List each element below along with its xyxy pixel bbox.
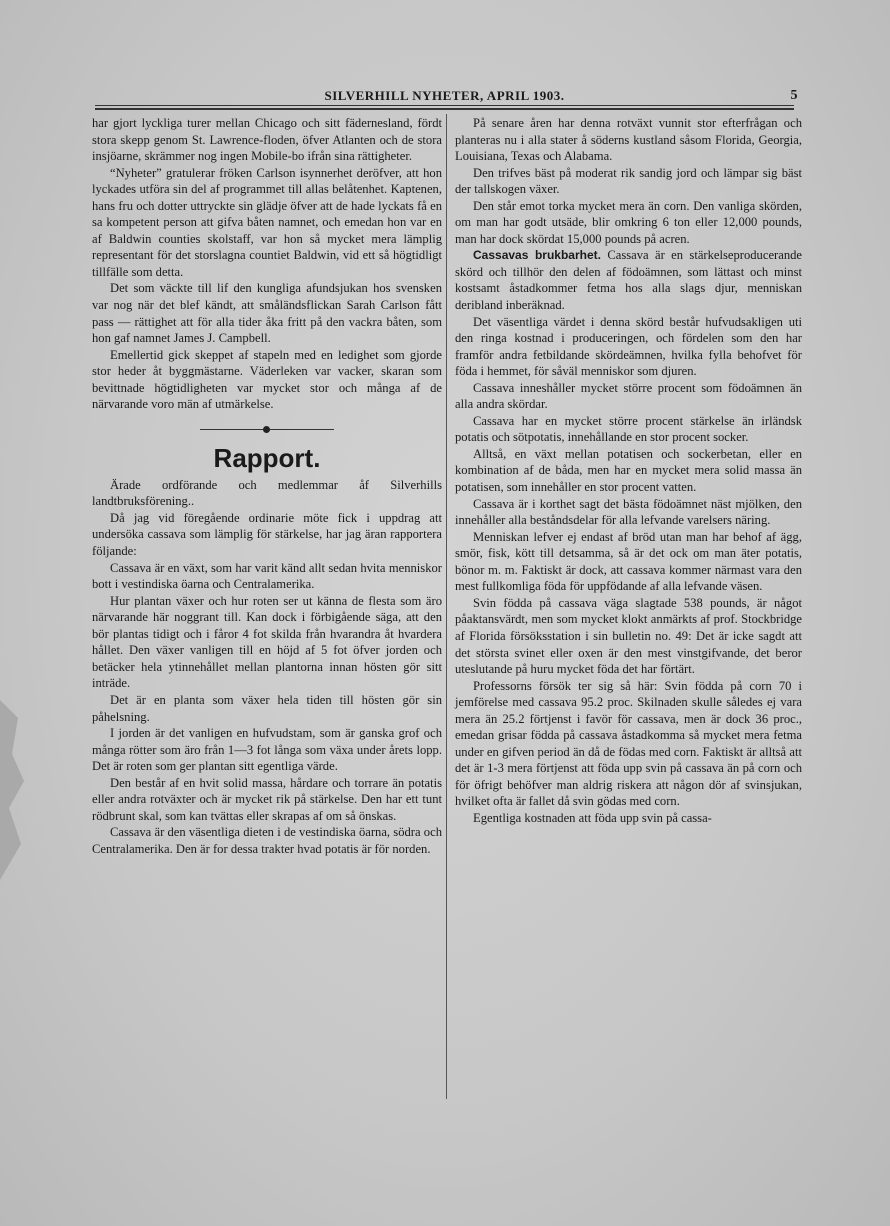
- article-heading: Rapport.: [213, 442, 321, 473]
- paragraph: Professorns försök ter sig så här: Svin födda på corn 70 i jemförelse med cassava 95.2 proc. Skilnaden skulle således ej vara mera än 25.2 förtjenst i favör för cassava, men är dock 36 proc., emedan grisar födda på cassava åstadkomma så mycket mera fetma under en gifven period än då de födas med corn. Faktiskt är alltså att det är 1-3 mera förtjenst att föda upp svin på cassava än på corn och för öfrigt behöfver man aldrig riskera att någon dör af svinsjukan, hvilket ofta är fallet då svin gödas med corn.: [455, 678, 802, 809]
- paragraph: Alltså, en växt mellan potatisen och sockerbetan, eller en kombination af de båda, men har en mycket mera solid massa än potatisen, som innehåller en stor procent vatten.: [455, 446, 802, 495]
- torn-edge: [0, 700, 30, 880]
- paragraph: Emellertid gick skeppet af stapeln med en ledighet som gjorde stor heder åt byggmästarne. Väderleken var vacker, skaran som bevittnade högtidligheten var mycket stor och många af de närvarande voro män af utmärkelse.: [92, 347, 442, 412]
- paragraph: Cassava inneshåller mycket större procent som födoämnen än alla andra skördar.: [455, 380, 802, 412]
- paragraph: På senare åren har denna rotväxt vunnit stor efterfrågan och planteras nu i alla stater å söderns kustland såsom Florida, Georgia, Louisiana, Texas och Alabama.: [455, 116, 802, 164]
- section-ornament: [92, 423, 442, 437]
- header-rule: [95, 105, 794, 106]
- page-number: 5: [790, 88, 798, 103]
- paragraph: I jorden är det vanligen en hufvudstam, som är ganska grof och många rötter som äro från 1—3 fot långa som växa under årets lopp. Det är roten som ger plantan sitt egentliga värde.: [92, 726, 442, 774]
- masthead-title: SILVERHILL NYHETER, APRIL 1903.: [324, 88, 565, 103]
- paragraph-body: Cassava är en stärkelseproducerande skörd och tillhör den delen af födoämnen, som lättast och minst kostsamt åstadkommer fetma hos alla slags djur, menniskan deribland inberäknad.: [455, 248, 803, 313]
- paragraph: Egentliga kostnaden att föda upp svin på cassa-: [473, 810, 712, 825]
- paragraph: Den trifves bäst på moderat rik sandig jord och lämpar sig bäst der tallskogen växer.: [455, 165, 802, 197]
- column-divider: [446, 114, 447, 1099]
- paragraph: har gjort lyckliga turer mellan Chicago och sitt fädernesland, fördt stora skepp genom St. Lawrence-floden, öfver Atlanten och de stora insjöarne, skrämmer nog ingen Mobile-bo ifrån sina rättigheter.: [92, 116, 442, 164]
- paragraph: Ärade ordförande och medlemmar åf Silverhills landtbruksförening..: [92, 477, 442, 509]
- paragraph: [455, 247, 802, 313]
- paragraph: Det väsentliga värdet i denna skörd består hufvudsakligen uti den ringa kostnad i produceringen, och fördelen som den har framför andra fetbildande skördeämnen, hvilka fylla behofvet för föda i hemmet, för såväl menniskor som djuren.: [455, 314, 802, 379]
- paragraph: Det är en planta som växer hela tiden till hösten gör sin påhelsning.: [92, 692, 442, 724]
- paragraph: Svin födda på cassava väga slagtade 538 pounds, är något påaktansvärdt, men som mycket klokt anmärkts af prof. Stockbridge af Florida försöksstation i sin bulletin no. 49: Det är icke sagdt att det största svinet eller oxen är den mest vinstgifvande, det beror uteslutande på huru mycket föda det har förtärt.: [455, 595, 802, 677]
- paragraph: Cassava har en mycket större procent stärkelse än irländsk potatis och sötpotatis, innehållande en stor procent socker.: [455, 413, 802, 445]
- paragraph-lead: Cassavas brukbarhet.: [473, 248, 601, 263]
- paragraph: Hur plantan växer och hur roten ser ut känna de flesta som äro närvarande här noggrant till. Kan dock i förbigående säga, att den bör plantas tidigt och i fåror 4 fot skilda från hvarandra åt hvardera hållet. Den växer vanligen till en höjd af 5 fot öfver jorden och betäcker hela ytinnehållet mellan plantorna innan hösten gör sitt inträde.: [92, 593, 442, 691]
- paragraph: Det som väckte till lif den kungliga afundsjukan hos svensken var nog när det blef kändt, att småländsflickan Sarah Carlson fått pass — rättighet att för alla tider åka fritt på den vackra båten, som hon gaf namnet James J. Campbell.: [92, 281, 442, 346]
- paragraph: “Nyheter” gratulerar fröken Carlson isynnerhet deröfver, att hon lyckades utföra sin del af programmet till allas belåtenhet. Kaptenen, hans fru och dotter uttryckte sin glädje öfver att de hade lyckats få en sa kompetent person att gifva båten namnet, och emedan hon var en af Baldwin counties skolstaff, var hon så mycket mera lämplig representant för det storslagna countiet Baldwin, vid ett så högtidligt tillfälle som detta.: [92, 165, 442, 279]
- page-header: [95, 88, 798, 104]
- paragraph: Den står emot torka mycket mera än corn. Den vanliga skörden, om man har godt utsäde, blir omkring 6 ton eller 12,000 pounds, man har dock skördat 15,000 pounds på acren.: [455, 198, 802, 246]
- header-rule-thick: [95, 108, 794, 110]
- paragraph: Cassava är den väsentliga dieten i de vestindiska öarna, södra och Centralamerika. Den är for dessa trakter hvad potatis är för norden.: [92, 825, 442, 856]
- paragraph: Menniskan lefver ej endast af bröd utan man har behof af ägg, smör, fisk, kött till detsamma, så är det ock om man äter potatis, bönor m. m. Faktiskt är dock, att cassava kommer närmast vara den mest fullkomliga föda för uppfödande af alla lefvande väsen.: [455, 529, 802, 594]
- paragraph: Cassava är en växt, som har varit känd allt sedan hvita menniskor bott i vestindiska öarna och Centralamerika.: [92, 560, 442, 592]
- right-column: [455, 115, 802, 827]
- paragraph: Cassava är i korthet sagt det bästa födoämnet näst mjölken, den innehåller alla beståndsdelar för alla lefvande varelsers näring.: [455, 496, 802, 528]
- left-column: [92, 115, 442, 857]
- paragraph: Då jag vid föregående ordinarie möte fick i uppdrag att undersöka cassava som lämplig för stärkelse, har jag äran rapportera följande:: [92, 510, 442, 559]
- paragraph: Den består af en hvit solid massa, hårdare och torrare än potatis eller andra rotväxter och är mycket rik på stärkelse. Den har ett tunt rödbrunt skal, som kan tvättas eller skrapas af om så önskas.: [92, 775, 442, 823]
